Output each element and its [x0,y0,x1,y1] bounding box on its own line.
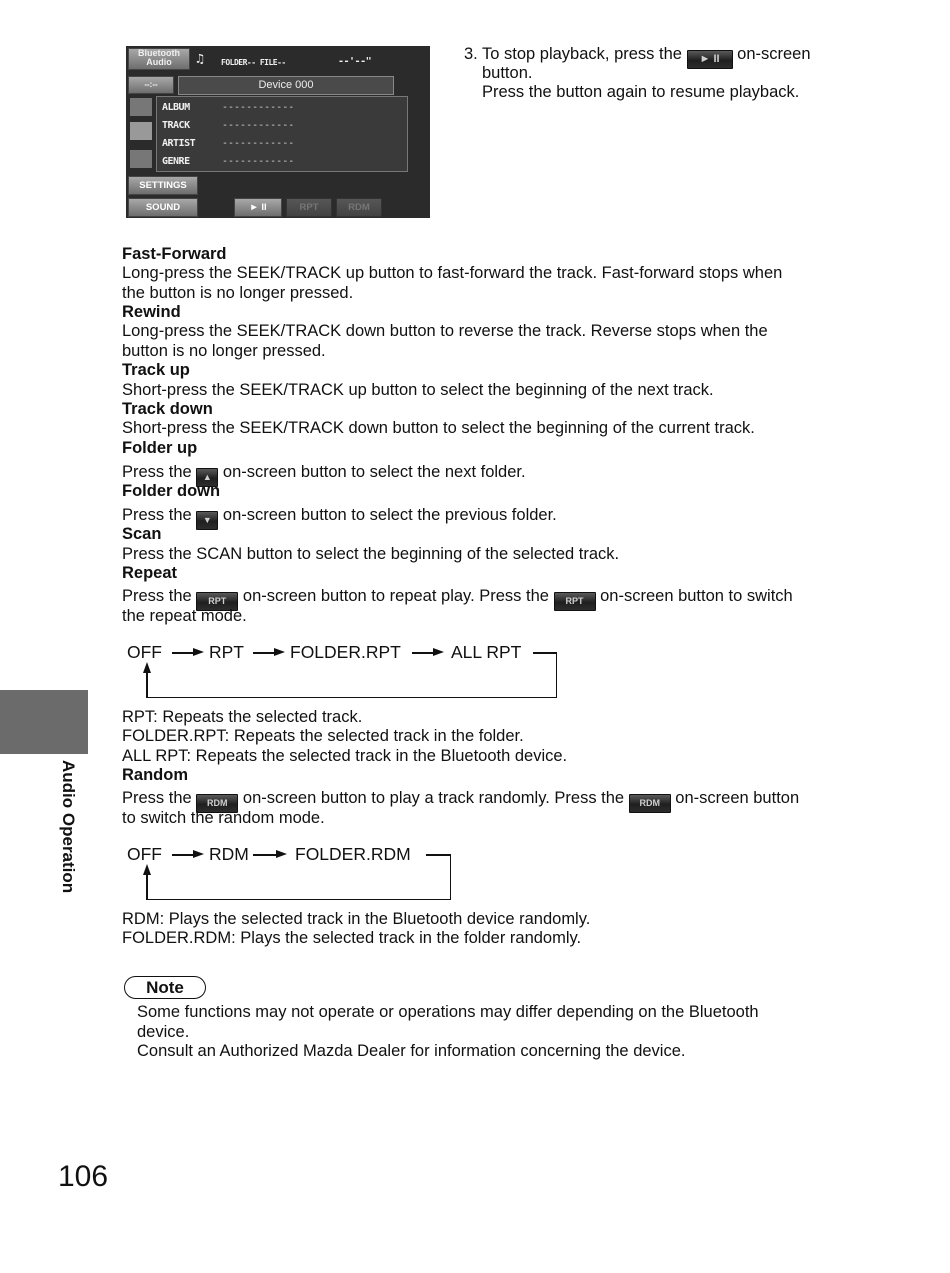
folder-down-text-a: Press the [122,506,192,524]
source-label-line2: Audio [146,57,172,67]
source-label-line1: Bluetooth [138,48,180,58]
rdm-screen-button: RDM [336,198,382,217]
note-line-2: device. [137,1023,190,1041]
folder-up-button-icon: ▲ [196,468,218,487]
step-3-line2: button. [482,64,533,82]
repeat-flow-off: OFF [127,642,162,662]
repeat-flow-rpt: RPT [209,642,244,662]
screen-up-button [130,98,152,116]
device-name: Device 000 [178,76,394,95]
repeat-desc-folder-rpt: FOLDER.RPT: Repeats the selected track in the folder. [122,727,524,745]
track-down-heading: Track down [122,400,213,418]
track-value: ------------ [222,120,295,131]
folder-up-text-b: on-screen button to select the next folder. [222,463,526,481]
repeat-desc-all-rpt: ALL RPT: Repeats the selected track in the Bluetooth device. [122,747,568,765]
random-desc-rdm: RDM: Plays the selected track in the Bluetooth device randomly. [122,910,591,928]
track-down-text: Short-press the SEEK/TRACK down button to select the beginning of the current track. [122,419,755,437]
rdm-button-icon: RDM [196,794,238,813]
rpt-screen-button: RPT [286,198,332,217]
track-up-text: Short-press the SEEK/TRACK up button to select the beginning of the next track. [122,381,714,399]
source-label [128,48,190,70]
device-screen-image [126,46,430,218]
side-tab [0,690,88,754]
fast-forward-text-2: the button is no longer pressed. [122,284,354,302]
repeat-text-b: on-screen button to repeat play. Press the [242,587,549,605]
note-line-1: Some functions may not operate or operations may differ depending on the Bluetooth [137,1003,759,1021]
rdm-button-icon-2: RDM [629,794,671,813]
play-pause-screen-button: ► II [234,198,282,217]
scan-heading: Scan [122,525,162,543]
album-value: ------------ [222,102,295,113]
scan-text: Press the SCAN button to select the beginning of the selected track. [122,545,620,563]
note-badge: Note [124,976,206,999]
time-indicator: --'--" [338,56,372,67]
repeat-text-a: Press the [122,587,192,605]
repeat-heading: Repeat [122,564,178,582]
random-desc-folder-rdm: FOLDER.RDM: Plays the selected track in the folder randomly. [122,929,582,947]
music-note-icon: ♫ [196,52,204,67]
folder-file-indicator: FOLDER-- FILE-- [221,58,286,67]
random-flow-rdm: RDM [209,844,249,864]
rpt-button-icon: RPT [196,592,238,611]
flow-loop-line [146,653,557,698]
page-number: 106 [58,1160,109,1193]
random-text-b: on-screen button to play a track randomly. Press the [242,789,625,807]
arrow-up-icon [143,864,151,875]
repeat-text-2: the repeat mode. [122,607,247,625]
settings-screen-button: SETTINGS [128,176,198,195]
rpt-button-icon-2: RPT [554,592,596,611]
album-label: ALBUM [162,102,190,113]
track-up-heading: Track up [122,361,190,379]
folder-down-text [122,506,557,530]
genre-label: GENRE [162,156,190,167]
random-text-c: on-screen button [675,789,800,807]
play-pause-button-icon: ► II [687,50,733,69]
screen-left-button: --:-- [128,76,174,94]
repeat-flow-folder-rpt: FOLDER.RPT [290,642,401,662]
genre-value: ------------ [222,156,295,167]
flow-up-line [146,874,148,899]
rewind-text-1: Long-press the SEEK/TRACK down button to reverse the track. Reverse stops when the [122,322,768,340]
folder-down-text-b: on-screen button to select the previous folder. [222,506,557,524]
random-heading: Random [122,766,188,784]
artist-label: ARTIST [162,138,196,149]
side-tab-label: Audio Operation [59,760,78,894]
step-3-text-a: To stop playback, press the [482,45,682,63]
fast-forward-heading: Fast-Forward [122,245,227,263]
track-label: TRACK [162,120,190,131]
sound-screen-button: SOUND [128,198,198,217]
repeat-desc-rpt: RPT: Repeats the selected track. [122,708,363,726]
repeat-flow-all-rpt: ALL RPT [451,642,522,662]
repeat-text-c: on-screen button to switch [600,587,793,605]
step-3-text-b: on-screen [737,45,811,63]
rewind-text-2: button is no longer pressed. [122,342,326,360]
screen-down-button [130,150,152,168]
random-text-2: to switch the random mode. [122,809,325,827]
folder-up-heading: Folder up [122,439,198,457]
step-3-number: 3. [464,45,478,63]
random-flow-off: OFF [127,844,162,864]
fast-forward-text-1: Long-press the SEEK/TRACK up button to fast-forward the track. Fast-forward stops when [122,264,783,282]
folder-down-heading: Folder down [122,482,221,500]
step-3-line3: Press the button again to resume playback. [482,83,800,101]
flow-loop-line [146,855,451,900]
note-line-3: Consult an Authorized Mazda Dealer for information concerning the device. [137,1042,686,1060]
arrow-up-icon [143,662,151,673]
folder-up-text-a: Press the [122,463,192,481]
rewind-heading: Rewind [122,303,181,321]
folder-down-button-icon: ▼ [196,511,218,530]
random-text-a: Press the [122,789,192,807]
flow-up-line [146,672,148,697]
artist-value: ------------ [222,138,295,149]
random-flow-folder-rdm: FOLDER.RDM [295,844,411,864]
folder-icon [130,122,152,140]
